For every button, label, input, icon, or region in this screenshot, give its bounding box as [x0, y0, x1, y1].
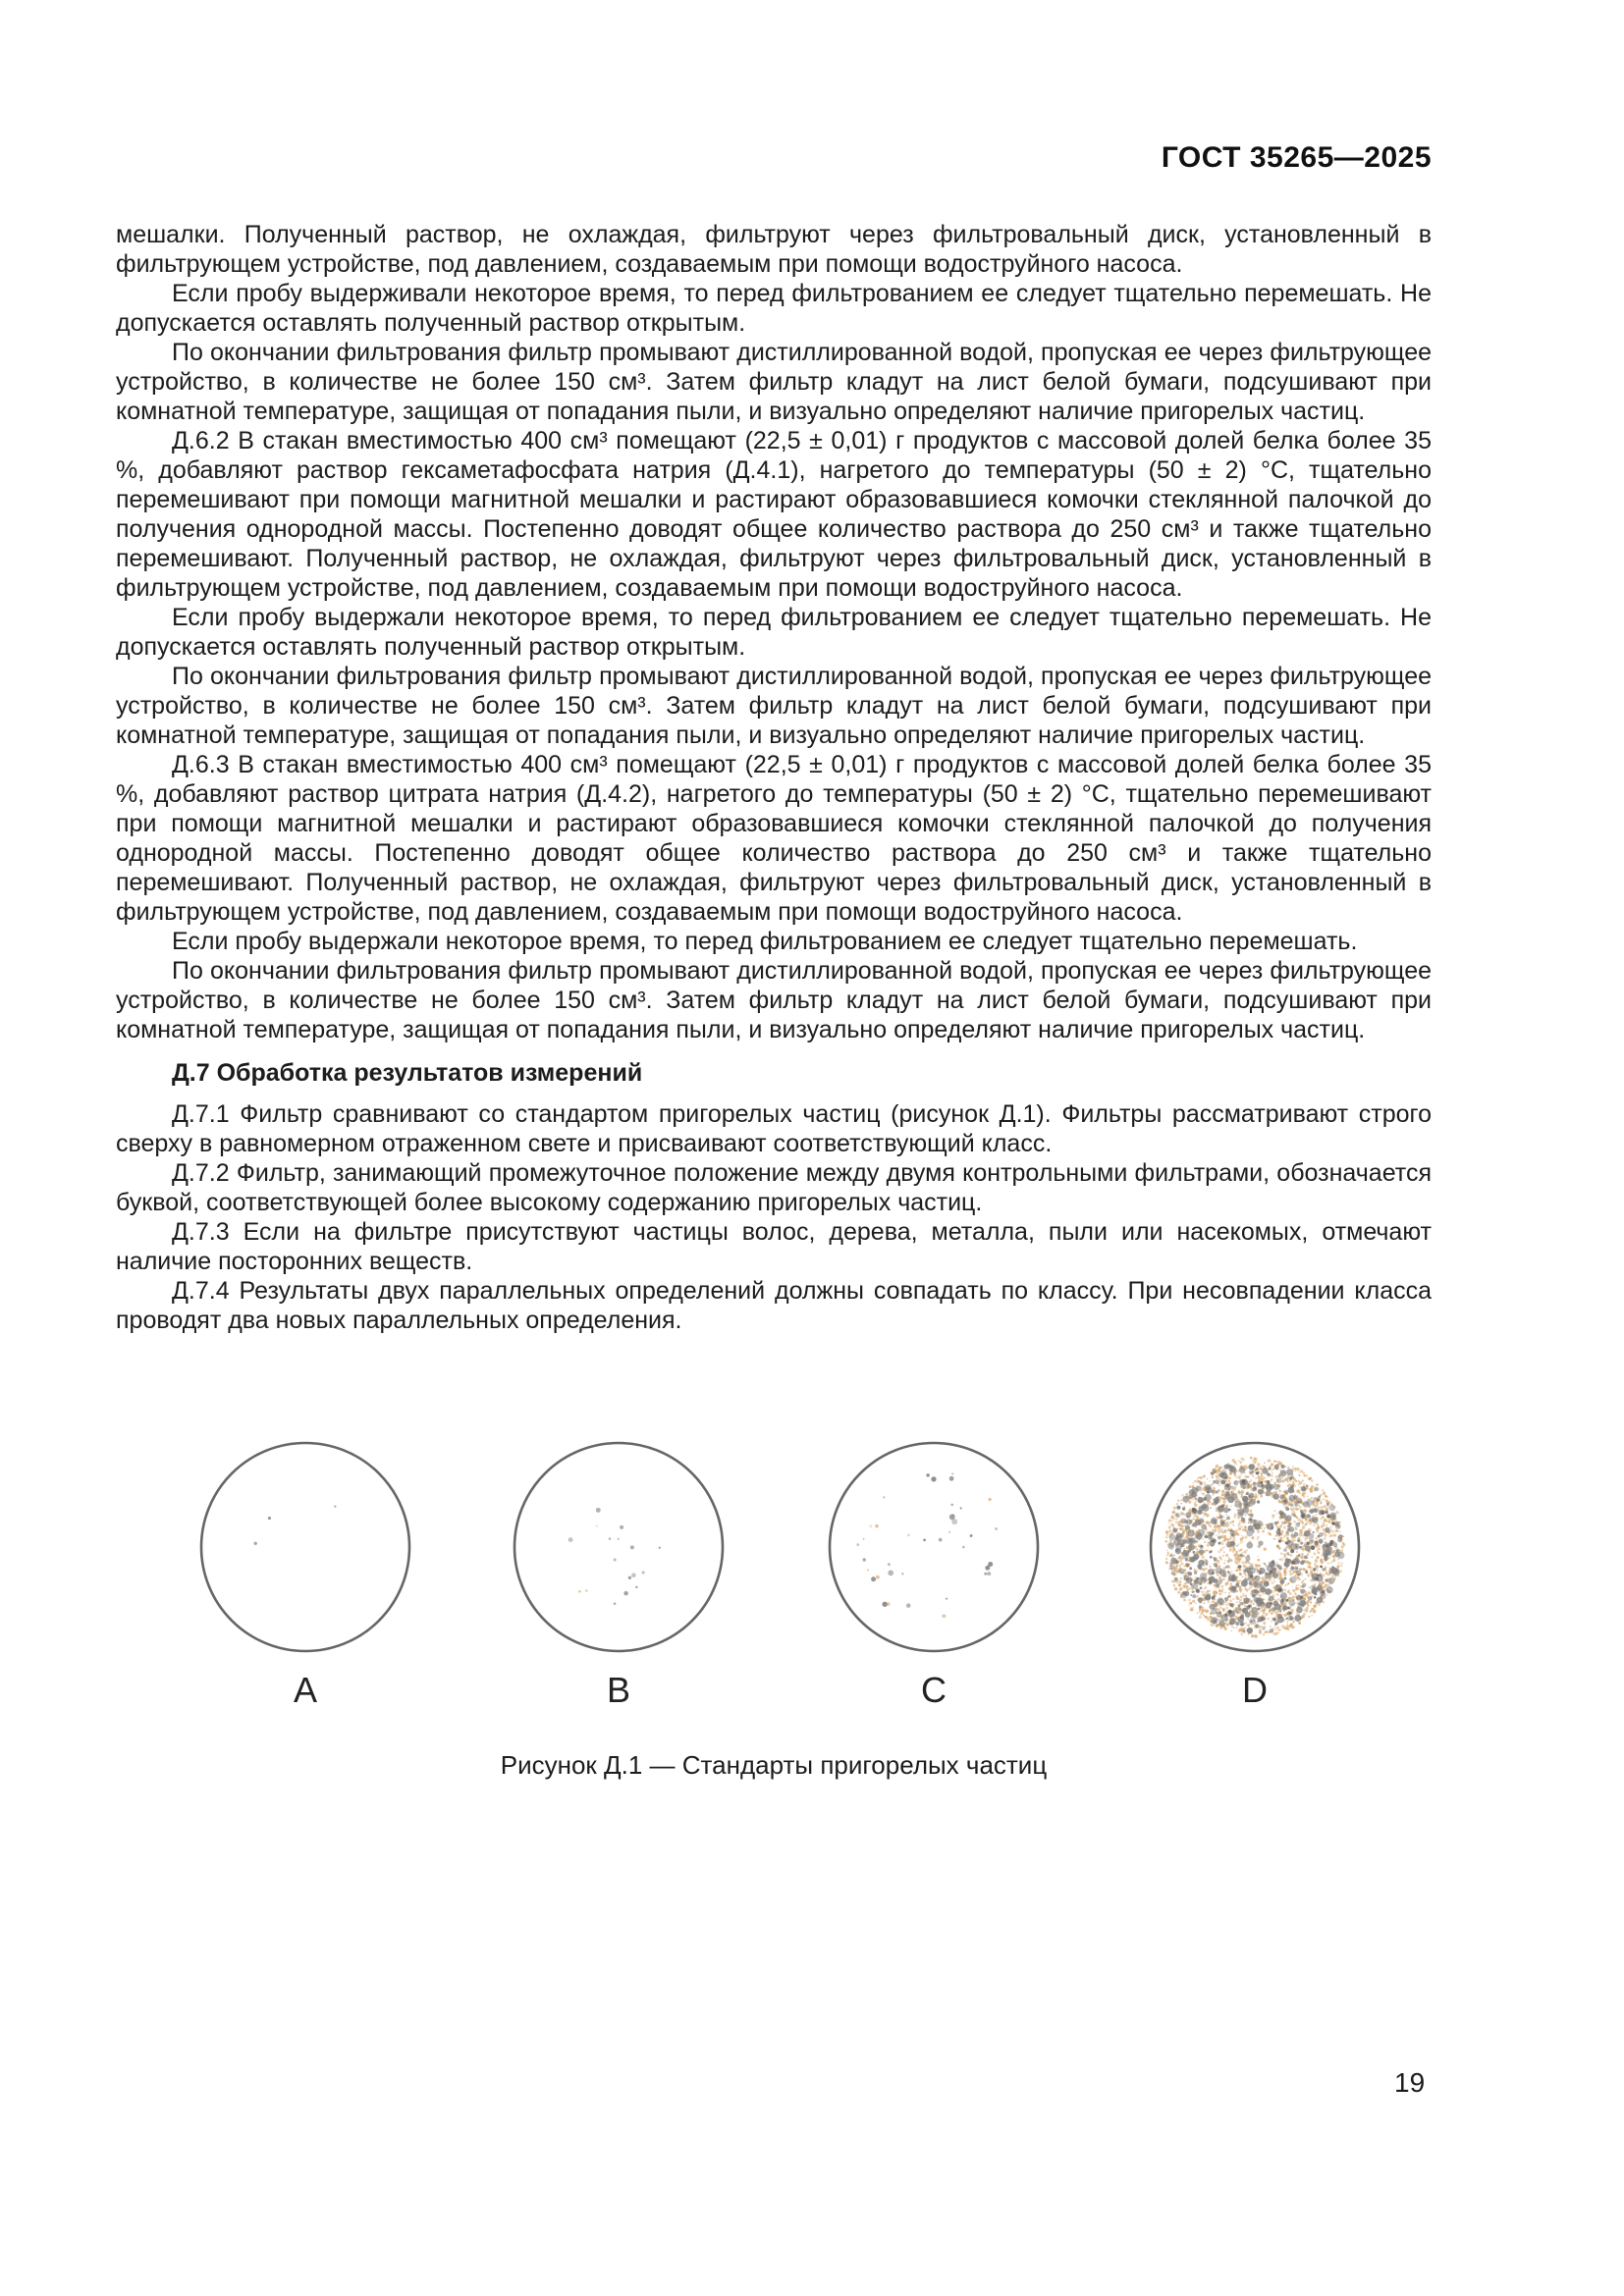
section-heading: Д.7 Обработка результатов измерений: [172, 1059, 643, 1087]
filter-disc-c-image: [827, 1440, 1041, 1654]
filter-standard-a: [198, 1440, 412, 1735]
filter-label: C: [921, 1670, 947, 1710]
body-text: [116, 220, 1432, 1335]
filter-label: A: [293, 1670, 317, 1710]
paragraph: Если пробу выдержали некоторое время, то перед фильтрованием ее следует тщательно перемешать.: [172, 928, 1358, 955]
filter-disc-a-image: [198, 1440, 412, 1654]
paragraph: Д.6.3 В стакан вместимостью 400 см³ помещают (22,5 ± 0,01) г продуктов с массовой долей белка более 35 %, добавляют раствор цитрата натрия (Д.4.2), нагретого до температуры (50 ± 2) °С, тщательно перемешивают при помощи магнитной мешалки и растирают образовавшиеся комочки стеклянной палочкой до получения однородной массы. Постепенно доводят общее количество раствора до 250 см³ и также тщательно перемешивают. Полученный раствор, не охлаждая, фильтруют через фильтровальный диск, установленный в фильтрующем устройстве, под давлением, создаваемым при помощи водоструйного насоса.: [116, 751, 1432, 926]
paragraph: Д.7.4 Результаты двух параллельных определений должны совпадать по классу. При несовпадении класса проводят два новых параллельных определения.: [116, 1277, 1432, 1334]
filter-label: B: [606, 1670, 630, 1710]
paragraph: По окончании фильтрования фильтр промывают дистиллированной водой, пропуская ее через фильтрующее устройство, в количестве не более 150 см³. Затем фильтр кладут на лист белой бумаги, подсушивают при комнатной температуре, защищая от попадания пыли, и визуально определяют наличие пригорелых частиц.: [116, 663, 1432, 749]
page-number: 19: [1394, 2067, 1426, 2098]
paragraph: Если пробу выдерживали некоторое время, то перед фильтрованием ее следует тщательно перемешать. Не допускается оставлять полученный раствор открытым.: [116, 280, 1432, 337]
paragraph: По окончании фильтрования фильтр промывают дистиллированной водой, пропуская ее через фильтрующее устройство, в количестве не более 150 см³. Затем фильтр кладут на лист белой бумаги, подсушивают при комнатной температуре, защищая от попадания пыли, и визуально определяют наличие пригорелых частиц.: [116, 957, 1432, 1043]
paragraph: мешалки. Полученный раствор, не охлаждая, фильтруют через фильтровальный диск, установленный в фильтрующем устройстве, под давлением, создаваемым при помощи водоструйного насоса.: [116, 221, 1432, 278]
filter-disc-d-image: [1148, 1440, 1362, 1654]
filter-standard-b: [512, 1440, 726, 1735]
paragraph: По окончании фильтрования фильтр промывают дистиллированной водой, пропуская ее через фильтрующее устройство, в количестве не более 150 см³. Затем фильтр кладут на лист белой бумаги, подсушивают при комнатной температуре, защищая от попадания пыли, и визуально определяют наличие пригорелых частиц.: [116, 339, 1432, 425]
filter-standard-d: [1148, 1440, 1362, 1735]
standard-designation: ГОСТ 35265—2025: [1161, 141, 1432, 174]
figure-d1: [116, 1440, 1432, 1833]
paragraph: Д.7.2 Фильтр, занимающий промежуточное положение между двумя контрольными фильтрами, обозначается буквой, соответствующей более высокому содержанию пригорелых частиц.: [116, 1159, 1432, 1216]
filter-disc-b-image: [512, 1440, 726, 1654]
filter-label: D: [1242, 1670, 1268, 1710]
filter-standard-c: [827, 1440, 1041, 1735]
paragraph: Если пробу выдержали некоторое время, то перед фильтрованием ее следует тщательно перемешать. Не допускается оставлять полученный раствор открытым.: [116, 604, 1432, 661]
figure-caption: Рисунок Д.1 — Стандарты пригорелых частиц: [500, 1750, 1048, 1780]
paragraph: Д.7.3 Если на фильтре присутствуют частицы волос, дерева, металла, пыли или насекомых, отмечают наличие посторонних веществ.: [116, 1218, 1432, 1275]
paragraph: Д.7.1 Фильтр сравнивают со стандартом пригорелых частиц (рисунок Д.1). Фильтры рассматривают строго сверху в равномерном отраженном свете и присваивают соответствующий класс.: [116, 1100, 1432, 1157]
paragraph: Д.6.2 В стакан вместимостью 400 см³ помещают (22,5 ± 0,01) г продуктов с массовой долей белка более 35 %, добавляют раствор гексаметафосфата натрия (Д.4.1), нагретого до температуры (50 ± 2) °С, тщательно перемешивают при помощи магнитной мешалки и растирают образовавшиеся комочки стеклянной палочкой до получения однородной массы. Постепенно доводят общее количество раствора до 250 см³ и также тщательно перемешивают. Полученный раствор, не охлаждая, фильтруют через фильтровальный диск, установленный в фильтрующем устройстве, под давлением, создаваемым при помощи водоструйного насоса.: [116, 427, 1432, 602]
